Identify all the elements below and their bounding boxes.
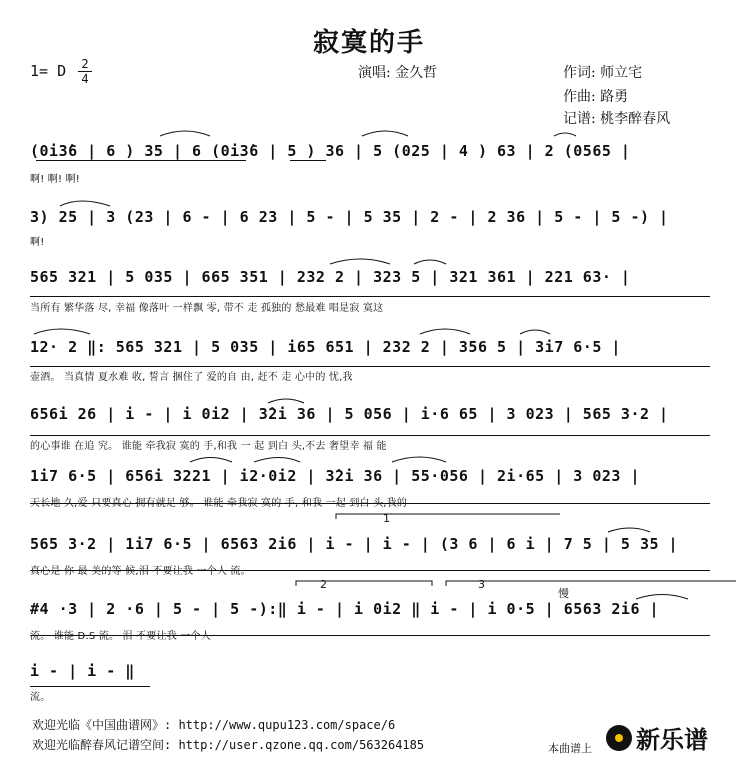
score-line-6: 1i7 6·5 | 656i 3221 | i2·0i2 | 3̇2i 36 | 55·056 | 2i·65 | 3 023 | xyxy=(30,467,640,485)
page-title: 寂寞的手 xyxy=(312,28,425,58)
score-line-2: 3) 25 | 3 (23 | 6 - | 6 23 | 5 - | 5 35 | 2 - | 2 36 | 5 - | 5 -) | xyxy=(30,208,669,226)
lyric-line-9: 流。 xyxy=(30,692,51,703)
time-signature-top: 2 xyxy=(81,57,89,71)
lyricist-credit: 作词: 师立宅 xyxy=(563,65,643,81)
volta-3-label: 3 xyxy=(478,578,485,591)
lyric-line-1: 啊! 啊! 啊! xyxy=(30,174,80,185)
lyric-line-2: 啊! xyxy=(30,237,45,248)
score-line-4: 12· 2 ‖: 565 321 | 5 035 | i65 651 | 232 2 | 356 5 | 3i7 6·5 | xyxy=(30,338,621,356)
music-disc-icon xyxy=(606,725,632,751)
time-signature-bottom: 4 xyxy=(81,72,89,86)
footer-credit: 本曲谱上 xyxy=(548,742,592,755)
lyric-line-8: 流。 谁能 D.S 流。 泪 不要让我 一个人 xyxy=(30,631,211,642)
lyric-line-3: 当所有 繁华落 尽, 幸福 像落叶 一样飘 零, 带不 走 孤独的 愁最难 唱是寂 寞这 xyxy=(30,303,384,314)
score-line-8: #4 ·3 | 2 ·6 | 5 - | 5 -):‖ i - | i 0i2 ‖ i - | i 0·5 | 6563 2i6 | xyxy=(30,600,660,618)
composer-credit: 作曲: 路勇 xyxy=(563,89,629,105)
transcriber-credit: 记谱: 桃李醉春风 xyxy=(563,111,671,127)
footer-space-link[interactable]: 欢迎光临醉春风记谱空间: http://user.qzone.qq.com/563264185 xyxy=(32,738,425,752)
score-line-3: 565 321 | 5 035 | 665 351 | 232 2 | 323 5 | 321 361 | 221 63· | xyxy=(30,268,631,286)
score-line-1: (0i3̇6 | 6 ) 35 | 6 (0i3̇6 | 5 ) 36 | 5 (025 | 4 ) 63 | 2 (0565 | xyxy=(30,142,631,160)
singer-credit: 演唱: 金久哲 xyxy=(358,65,438,81)
score-line-9: i - | i - ‖ xyxy=(30,662,135,680)
lyric-line-5: 的心事谁 在追 究。 谁能 牵我寂 寞的 手,和我 一 起 到白 头,不去 奢望幸 福 能 xyxy=(30,441,387,452)
lyric-line-4: 壶酒。 当真情 夏水难 收, 誓言 捆住了 爱的自 由, 赶不 走 心中的 忧,我 xyxy=(30,372,353,383)
volta-2-label: 2 xyxy=(320,578,327,591)
volta-1-label: 1 xyxy=(383,512,390,525)
score-line-5: 656i 26 | i - | i 0i2 | 3̇2i 36 | 5 056 | i·6 65 | 3 023 | 565 3·2 | xyxy=(30,405,669,423)
lyric-line-6: 天长地 久,爱 只要真心 拥有就足 够。 谁能 牵我寂 寞的 手, 和我 一起 到白 头,我的 xyxy=(30,498,408,509)
lyric-line-7: 真心是 你 最 美的等 候,泪 不要让我 一个人 流。 xyxy=(30,566,251,577)
slow-marking: 慢 xyxy=(558,587,569,600)
key-signature: 1= D xyxy=(30,62,67,80)
footer-site-link[interactable]: 欢迎光临《中国曲谱网》: http://www.qupu123.com/space/6 xyxy=(32,718,396,732)
site-logo xyxy=(606,720,708,755)
logo-text: 新乐谱 xyxy=(636,726,708,754)
score-line-7: 565 3·2 | 1i7 6·5 | 6563 2i6 | i - | i - | (3 6 | 6 i | 7 5 | 5 35 | xyxy=(30,535,679,553)
